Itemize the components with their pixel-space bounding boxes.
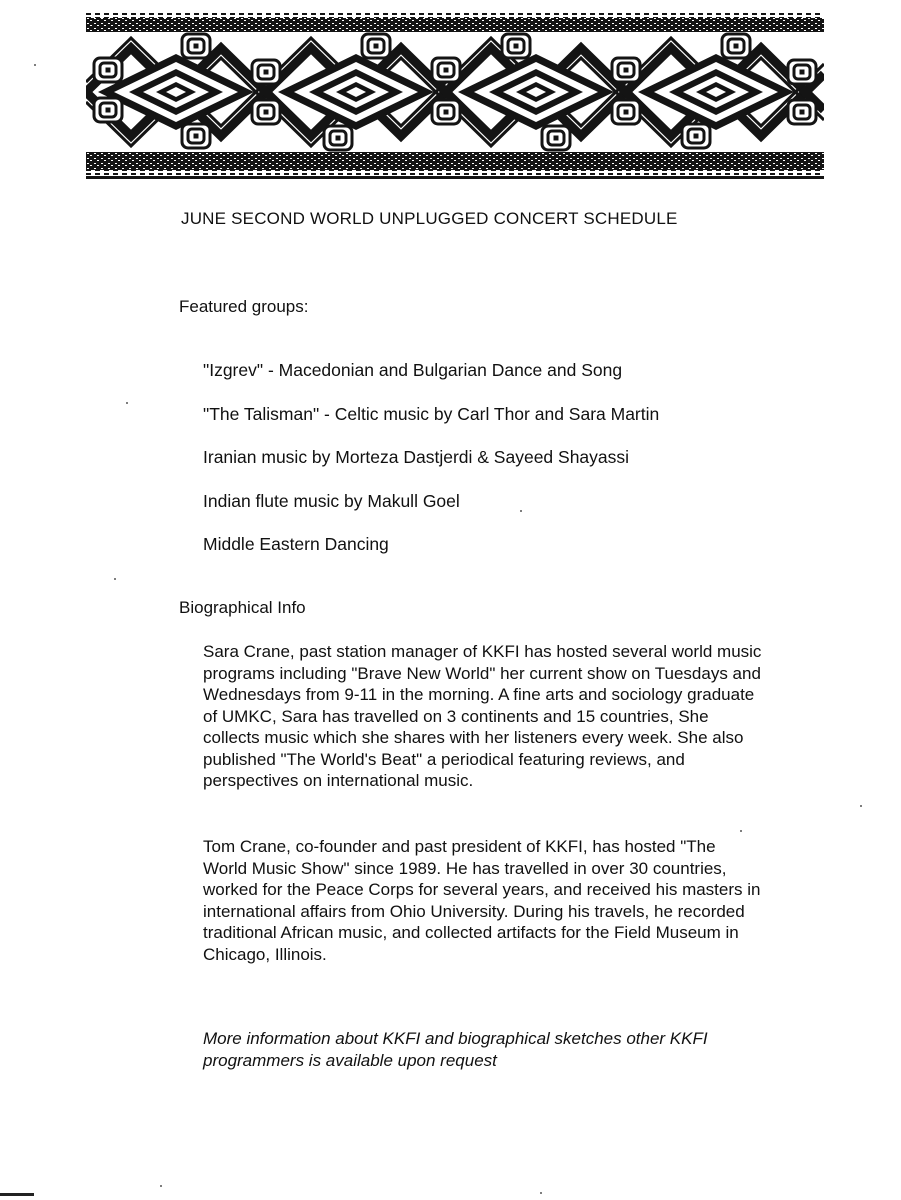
list-item: "The Talisman" - Celtic music by Carl Thor and Sara Martin bbox=[203, 403, 660, 424]
bio-paragraph-tom-crane: Tom Crane, co-founder and past president of KKFI, has hosted "The World Music Show" since 1989. He has travelled in over 30 countries, worked for the Peace Corps for several years, and received his masters in international affairs from Ohio University. During his travels, he recorded traditional African music, and collected artifacts for the Field Museum in Chicago, Illinois. bbox=[203, 837, 761, 964]
scan-speck bbox=[860, 805, 862, 807]
scan-speck bbox=[114, 578, 116, 580]
scan-speck bbox=[740, 830, 742, 832]
page-title: JUNE SECOND WORLD UNPLUGGED CONCERT SCHEDULE bbox=[181, 209, 678, 228]
footnote: More information about KKFI and biographical sketches other KKFI programmers is available upon request bbox=[203, 1029, 708, 1070]
list-item: "Izgrev" - Macedonian and Bulgarian Dance and Song bbox=[203, 360, 623, 380]
list-item: Middle Eastern Dancing bbox=[203, 534, 389, 554]
scan-speck bbox=[34, 64, 36, 66]
scan-speck bbox=[540, 1192, 542, 1194]
scan-speck bbox=[126, 402, 128, 404]
scan-speck bbox=[160, 1185, 162, 1187]
scan-edge-mark bbox=[0, 1193, 34, 1196]
list-item: Iranian music by Morteza Dastjerdi & Sayeed Shayassi bbox=[203, 447, 630, 467]
bio-paragraph-sara-crane: Sara Crane, past station manager of KKFI has hosted several world music programs including "Brave New World" her current show on Tuesdays and Wednesdays from 9-11 in the morning. A fine arts and sociology graduate of UMKC, Sara has travelled on 3 continents and 15 countries, She collects music which she shares with her listeners every week. She also published "The World's Beat" a periodical featuring reviews, and perspectives on international music. bbox=[203, 642, 762, 790]
list-item: Indian flute music by Makull Goel bbox=[203, 490, 460, 511]
woven-textile-pattern-icon bbox=[86, 12, 824, 184]
featured-groups-heading: Featured groups: bbox=[179, 297, 309, 316]
featured-groups-list bbox=[203, 360, 659, 578]
scan-speck bbox=[520, 510, 522, 512]
biographical-info-heading: Biographical Info bbox=[179, 598, 306, 617]
